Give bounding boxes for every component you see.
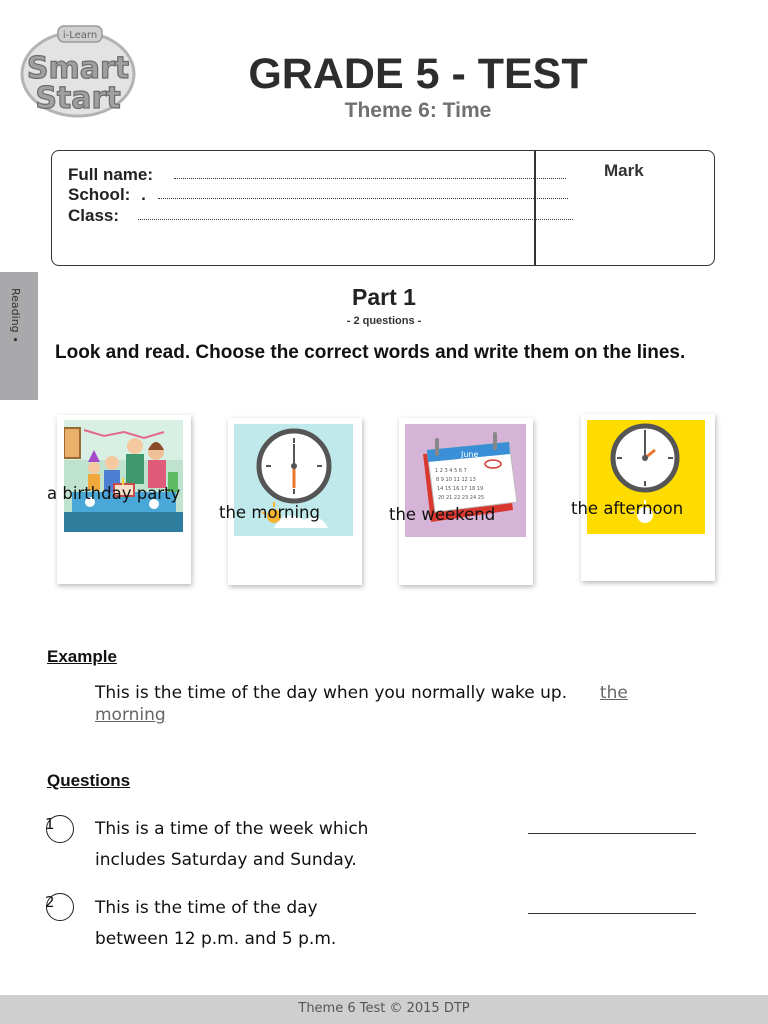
smart-start-logo	[18, 22, 140, 120]
page-title: GRADE 5 - TEST	[248, 50, 588, 98]
example-heading: Example	[47, 647, 117, 666]
question-2-text	[95, 893, 336, 955]
calendar-month: June	[461, 450, 479, 459]
example-question	[95, 678, 695, 740]
part-title: Part 1	[352, 284, 416, 310]
answer-line-1[interactable]	[528, 833, 696, 834]
full-name-label: Full name:	[68, 165, 154, 184]
svg-text:i-Learn: i-Learn	[62, 30, 98, 41]
question-2-line1: This is the time of the day	[95, 898, 318, 918]
mark-divider	[534, 150, 536, 266]
class-label: Class:	[68, 206, 120, 225]
school-row	[68, 185, 146, 205]
question-number: 2	[45, 893, 55, 911]
birthday-party-picture	[64, 420, 183, 532]
school-line[interactable]	[158, 198, 568, 199]
instruction: Look and read. Choose the correct words and write them on the lines.	[55, 342, 686, 363]
picture-card-afternoon	[581, 414, 715, 581]
svg-text:1 2 3 4 5 6 7: 1 2 3 4 5 6 7	[435, 468, 467, 474]
full-name-row	[68, 165, 153, 185]
part-subtitle: - 2 questions -	[346, 315, 422, 327]
question-1-line1: This is a time of the week which	[95, 819, 369, 839]
footer-text: Theme 6 Test © 2015 DTP	[298, 1001, 470, 1016]
picture-card-weekend	[399, 418, 533, 585]
example-answer-part2: morning	[95, 705, 166, 725]
svg-text:20 21 22 23 24 25: 20 21 22 23 24 25	[438, 495, 485, 501]
picture-card-morning	[228, 418, 362, 585]
question-1-text	[95, 814, 368, 876]
example-answer-part1: the	[599, 683, 628, 703]
question-1-line2: includes Saturday and Sunday.	[95, 850, 357, 870]
page-subtitle: Theme 6: Time	[344, 99, 492, 122]
question-number: 1	[45, 815, 55, 833]
class-row	[68, 206, 119, 226]
svg-text:14 15 16 17 18 19: 14 15 16 17 18 19	[437, 486, 484, 492]
card-label-birthday: a birthday party	[47, 484, 181, 503]
svg-text:8 9 10 11 12 13: 8 9 10 11 12 13	[436, 477, 476, 483]
mark-label: Mark	[604, 161, 644, 180]
question-2-line2: between 12 p.m. and 5 p.m.	[95, 929, 337, 949]
school-label: School:	[68, 185, 131, 204]
card-label-afternoon: the afternoon	[571, 499, 684, 518]
questions-heading: Questions	[47, 771, 131, 790]
side-tab-label: Reading ∙	[9, 288, 22, 344]
full-name-line[interactable]	[174, 178, 566, 179]
card-label-morning: the morning	[219, 503, 320, 522]
svg-text:Smart: Smart	[26, 51, 130, 86]
example-text: This is the time of the day when you normally wake up.	[95, 683, 568, 703]
svg-text:Start: Start	[35, 81, 121, 116]
class-line[interactable]	[138, 219, 573, 220]
footer-bar	[0, 995, 768, 1024]
school-dot: .	[141, 185, 146, 204]
card-label-weekend: the weekend	[389, 505, 496, 524]
answer-line-2[interactable]	[528, 913, 696, 914]
